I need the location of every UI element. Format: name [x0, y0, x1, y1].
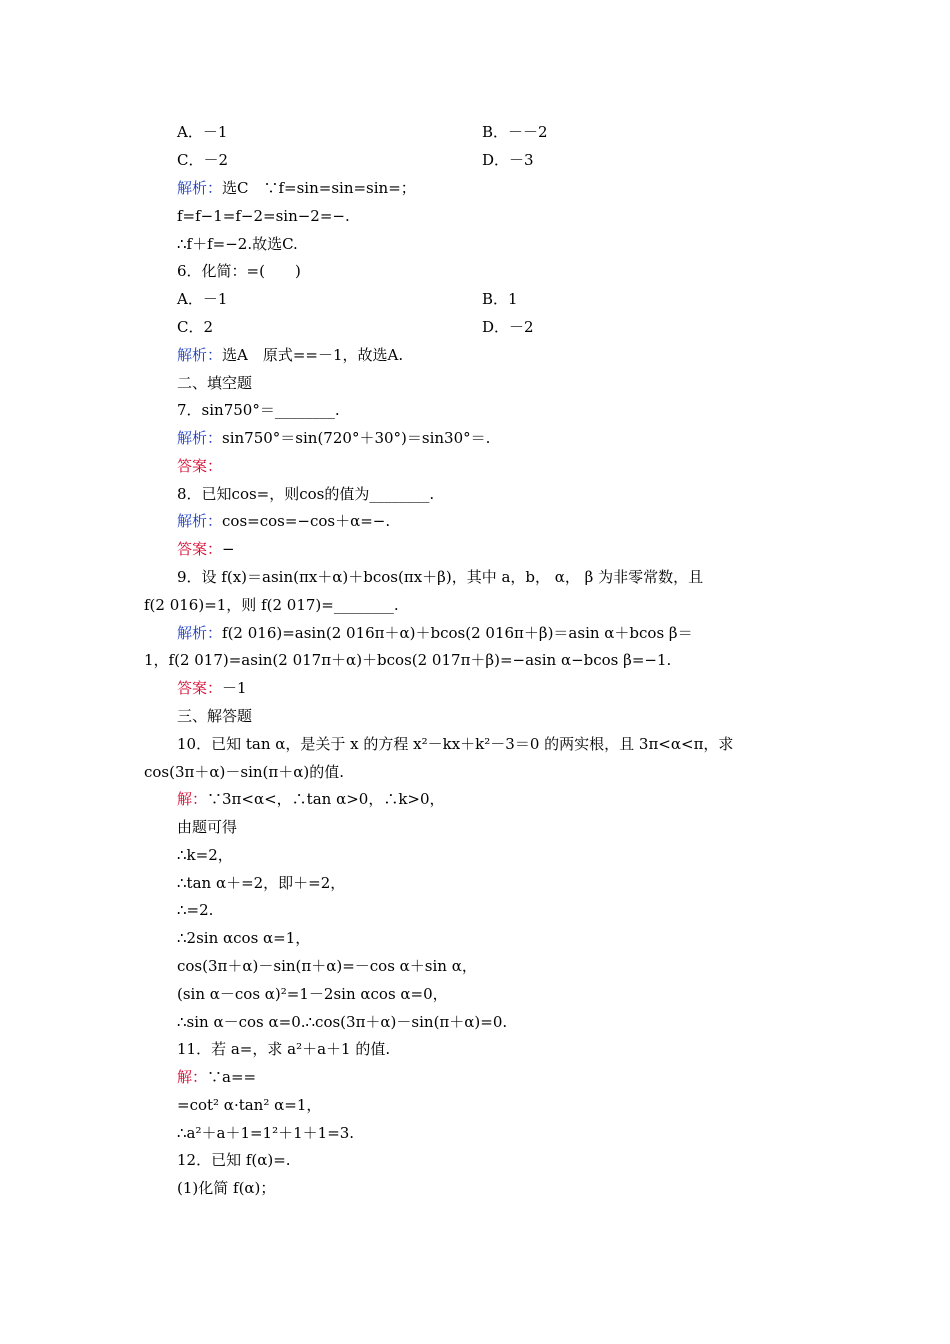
analysis-label: 解析： [177, 179, 223, 197]
analysis-label: 解析： [177, 346, 223, 364]
q7-solution [177, 428, 490, 448]
q10-solution-line8: (sin α－cos α)²=1－2sin αcos α=0， [177, 985, 448, 1003]
q9-answer [177, 678, 247, 698]
q5-option-a: A．－1 [177, 123, 228, 141]
analysis-label: 解析： [177, 512, 223, 530]
q9-answer-value: －1 [222, 679, 247, 697]
answer-label: 答案： [177, 540, 223, 558]
answer-label: 答案： [177, 679, 223, 697]
q6-option-a: A．－1 [177, 290, 228, 308]
q10-solution-text1: ∵3π<α<，∴tan α>0，∴k>0， [207, 790, 445, 808]
q8-answer [177, 539, 235, 559]
q9-solution-line1 [177, 623, 693, 643]
analysis-label: 解析： [177, 624, 223, 642]
q8-stem: 8．已知cos=，则cos的值为________. [177, 485, 435, 503]
q11-solution-line2: =cot² α·tan² α=1， [177, 1096, 322, 1114]
q6-option-d: D．－2 [482, 318, 534, 336]
analysis-label: 解析： [177, 429, 223, 447]
q5-option-b: B．－－2 [482, 123, 548, 141]
q11-stem: 11．若 a=，求 a²＋a＋1 的值. [177, 1040, 391, 1058]
q5-solution-line2: f=f−1=f−2=sin−2=−. [177, 207, 350, 225]
q10-stem-line1: 10．已知 tan α，是关于 x 的方程 x²－kx＋k²－3＝0 的两实根，且 3π<α<π，求 [177, 735, 734, 753]
q10-solution-line2: 由题可得 [177, 818, 238, 836]
q11-solution-text1: ∵a== [207, 1068, 257, 1086]
q10-solution-line3: ∴k=2， [177, 846, 233, 864]
q10-stem-line2: cos(3π＋α)－sin(π＋α)的值. [144, 763, 344, 781]
q6-stem: 6．化简：=( ) [177, 262, 301, 280]
q9-stem-line2: f(2 016)=1，则 f(2 017)=________. [144, 596, 399, 614]
q9-solution-text1: f(2 016)=asin(2 016π＋α)＋bcos(2 016π＋β)＝asin α＋bcos β＝ [222, 624, 693, 642]
q11-solution-line3: ∴a²＋a＋1=1²＋1＋1=3. [177, 1124, 355, 1142]
q5-option-c: C．－2 [177, 151, 229, 169]
q10-solution-line1 [177, 789, 445, 809]
q10-solution-line6: ∴2sin αcos α=1， [177, 929, 311, 947]
q12-part1: (1)化简 f(α)； [177, 1179, 276, 1197]
q6-solution [177, 345, 403, 365]
q6-solution-text: 选A 原式==－1，故选A. [222, 346, 404, 364]
q6-option-c: C．2 [177, 318, 214, 336]
q8-solution-text: cos=cos=−cos＋α=−. [222, 512, 391, 530]
q9-stem-text1: 9．设 f(x)＝asin(πx＋α)＋bcos(πx＋β)，其中 a，b， α， β 为非零常数，且 [177, 568, 704, 586]
q10-solution-line5: ∴=2. [177, 901, 214, 919]
q7-stem: 7．sin750°＝________. [177, 401, 340, 419]
q12-stem: 12．已知 f(α)=. [177, 1151, 291, 1169]
q10-solution-line4: ∴tan α＋=2，即＋=2， [177, 874, 346, 892]
solution-label: 解： [177, 790, 208, 808]
q6-option-b: B．1 [482, 290, 518, 308]
q11-solution-line1 [177, 1067, 256, 1087]
q8-answer-value: − [222, 540, 235, 558]
q7-answer-label: 答案： [177, 457, 223, 475]
q9-stem-line1 [177, 567, 804, 587]
section-fill-in-heading: 二、填空题 [177, 374, 253, 392]
q5-option-d: D．－3 [482, 151, 534, 169]
q5-solution-text: 选C ∵f=sin=sin=sin=； [222, 179, 416, 197]
q7-solution-text: sin750°＝sin(720°＋30°)＝sin30°＝. [222, 429, 491, 447]
solution-label: 解： [177, 1068, 208, 1086]
q5-solution-line1 [177, 178, 416, 198]
q5-solution-line3: ∴f＋f=−2.故选C. [177, 235, 298, 253]
q9-solution-line2: 1，f(2 017)=asin(2 017π＋α)＋bcos(2 017π＋β)=−asin α−bcos β=−1. [144, 651, 672, 669]
q8-solution [177, 511, 390, 531]
q10-solution-line9: ∴sin α－cos α=0.∴cos(3π＋α)－sin(π＋α)=0. [177, 1013, 508, 1031]
q10-solution-line7: cos(3π＋α)－sin(π＋α)=－cos α＋sin α， [177, 957, 477, 975]
section-solve-heading: 三、解答题 [177, 707, 253, 725]
